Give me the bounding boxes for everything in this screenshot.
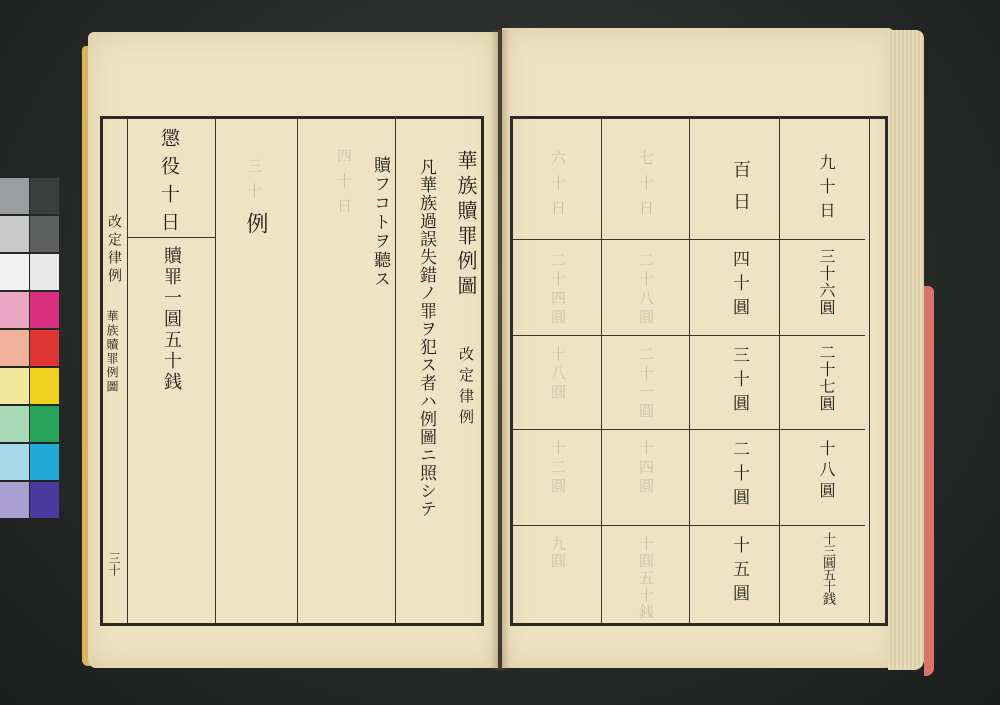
book-gutter bbox=[490, 30, 510, 670]
table-cell-amount: 十五圓 bbox=[729, 536, 749, 608]
table-source: 改定律例 bbox=[457, 346, 475, 430]
bleed-through-text: 二十八圓 bbox=[637, 252, 655, 328]
bleed-through-text: 九圓 bbox=[549, 536, 567, 570]
bleed-through-text: 六十日 bbox=[549, 150, 567, 225]
table-cell-amount: 二十圓 bbox=[729, 440, 749, 512]
example-label: 例 bbox=[243, 212, 268, 234]
table-cell-amount: 二十七圓 bbox=[817, 344, 836, 412]
bleed-through-text: 三十 bbox=[245, 158, 263, 208]
bleed-through-text: 二十四圓 bbox=[549, 252, 567, 328]
punishment-term: 懲役十日 bbox=[158, 128, 180, 240]
bleed-through-text: 二十一圓 bbox=[637, 346, 655, 422]
side-heading: 改定律例 bbox=[106, 214, 122, 286]
note-line-1: 凡華族過誤失錯ノ罪ヲ犯ス者ハ例圖ニ照シテ bbox=[416, 158, 436, 518]
bleed-through-text: 十四圓 bbox=[637, 440, 655, 497]
table-cell-amount: 四十圓 bbox=[729, 250, 749, 322]
red-page-edge bbox=[924, 286, 934, 676]
table-cell-amount: 十八圓 bbox=[817, 440, 836, 503]
redemption-amount: 贖罪一圓五十銭 bbox=[161, 246, 182, 393]
bleed-through-text: 七十日 bbox=[637, 150, 655, 225]
side-subheading: 華族贖罪例圖 bbox=[105, 310, 119, 394]
table-cell-amount: 三十圓 bbox=[729, 346, 749, 418]
bleed-through-text: 四十日 bbox=[335, 148, 353, 223]
folio: 三十 bbox=[107, 552, 121, 576]
bleed-through-text: 十二圓 bbox=[549, 440, 567, 497]
color-calibration-strip bbox=[0, 178, 60, 532]
table-title: 華族贖罪例圖 bbox=[454, 150, 478, 300]
note-line-2: 贖フコトヲ聽ス bbox=[370, 156, 390, 289]
bleed-through-text: 十八圓 bbox=[549, 346, 567, 403]
page-stack-edges bbox=[888, 30, 924, 670]
bleed-through-text: 十圓五十銭 bbox=[637, 536, 655, 621]
table-cell-days: 九十日 bbox=[817, 154, 836, 226]
table-cell-amount: 十三圓五十銭 bbox=[820, 532, 835, 604]
table-cell-days: 百日 bbox=[730, 160, 751, 224]
table-cell-amount: 三十六圓 bbox=[817, 248, 836, 316]
